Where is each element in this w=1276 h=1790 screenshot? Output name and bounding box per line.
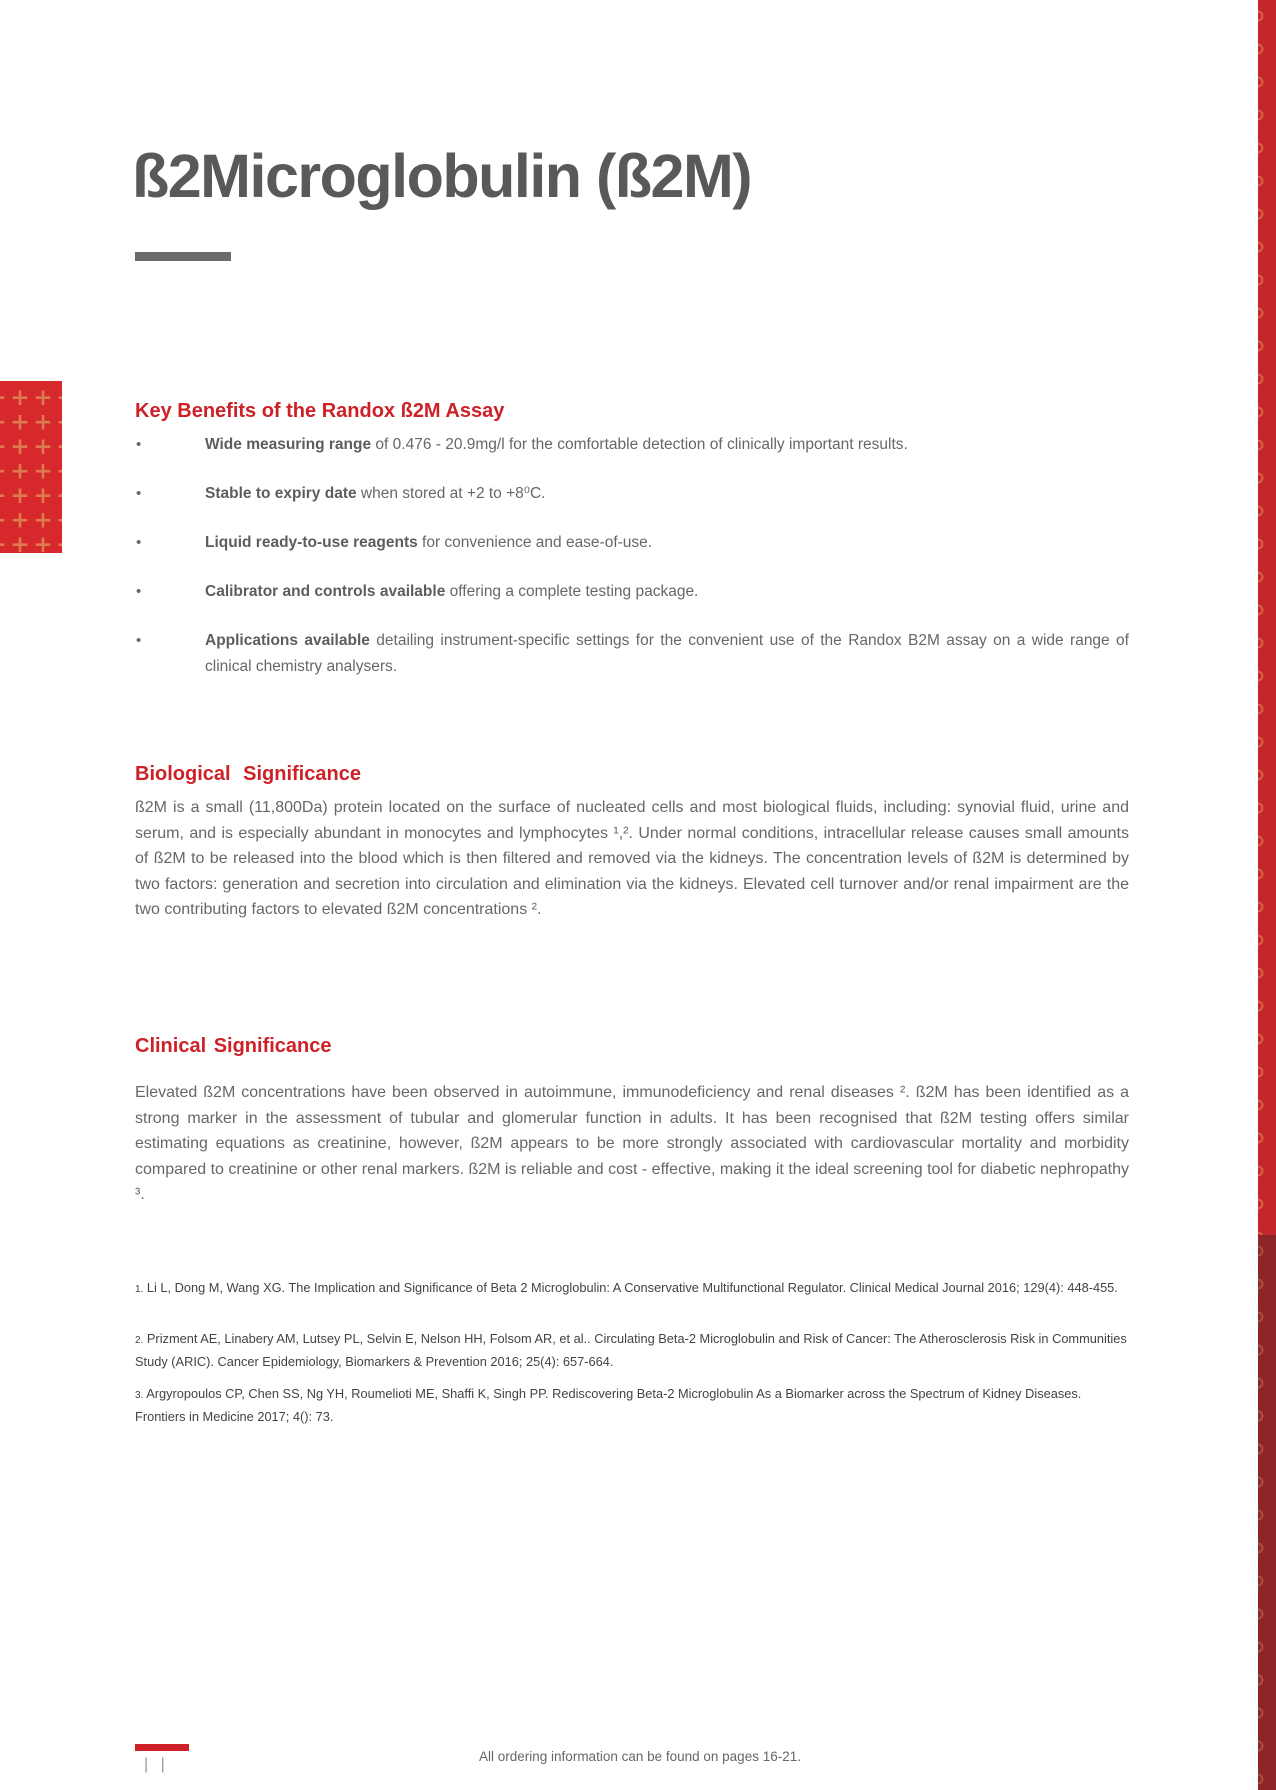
side-ring-bar-decoration bbox=[1258, 0, 1276, 1790]
bullet-text: when stored at +2 to +8⁰C. bbox=[356, 485, 546, 502]
list-item bbox=[135, 432, 1129, 458]
reference-number: 3. bbox=[135, 1389, 144, 1401]
bullet-icon: • bbox=[136, 534, 142, 551]
reference-text: Argyropoulos CP, Chen SS, Ng YH, Roumelioti ME, Shaffi K, Singh PP. Rediscovering Beta-2 Microglobulin As a Biomarker across the Spectrum of Kidney Diseases. Frontiers in Medicine 2017; 4(): 73. bbox=[135, 1385, 1082, 1424]
bullet-icon: • bbox=[136, 632, 142, 649]
page-title: ß2Microglobulin (ß2M) bbox=[132, 141, 752, 210]
bullet-bold-lead: Wide measuring range bbox=[205, 436, 372, 453]
reference-number: 2. bbox=[135, 1334, 144, 1346]
list-item bbox=[135, 579, 1129, 605]
reference-number: 1. bbox=[135, 1284, 144, 1295]
key-benefits-heading: Key Benefits of the Randox ß2M Assay bbox=[135, 399, 505, 422]
bullet-bold-lead: Applications available bbox=[205, 632, 370, 649]
side-bar-top-segment bbox=[1258, 0, 1276, 1235]
page-number: | | bbox=[144, 1756, 169, 1773]
reference-item bbox=[135, 1328, 1133, 1373]
references-section bbox=[135, 1277, 1133, 1428]
bullet-text: of 0.476 - 20.9mg/l for the comfortable detection of clinically important results. bbox=[371, 436, 908, 453]
list-item bbox=[135, 628, 1129, 680]
side-bar-bottom-segment bbox=[1258, 1235, 1276, 1790]
reference-text: Li L, Dong M, Wang XG. The Implication and Significance of Beta 2 Microglobulin: A Conservative Multifunctional Regulator. Clinical Medical Journal 2016; 129(4): 448-455. bbox=[143, 1280, 1118, 1295]
biological-significance-heading: Biological Significance bbox=[135, 762, 361, 785]
bullet-icon: • bbox=[136, 436, 142, 453]
bullet-text: offering a complete testing package. bbox=[445, 583, 699, 600]
bullet-bold-lead: Stable to expiry date bbox=[205, 485, 357, 502]
key-benefits-list bbox=[135, 432, 1129, 703]
plus-pattern-decoration-icon bbox=[0, 381, 62, 553]
bullet-text: for convenience and ease-of-use. bbox=[417, 534, 653, 551]
bullet-icon: • bbox=[136, 583, 142, 600]
bullet-icon: • bbox=[136, 485, 142, 502]
list-item bbox=[135, 481, 1129, 507]
clinical-significance-heading: Clinical Significance bbox=[135, 1034, 332, 1057]
bullet-bold-lead: Calibrator and controls available bbox=[205, 583, 446, 600]
footer-note: All ordering information can be found on pages 16-21. bbox=[479, 1749, 801, 1764]
reference-item bbox=[135, 1383, 1133, 1428]
reference-text: Prizment AE, Linabery AM, Lutsey PL, Selvin E, Nelson HH, Folsom AR, et al.. Circulating Beta-2 Microglobulin and Risk of Cancer: The Atherosclerosis Risk in Communities Study (ARIC). Cancer Epidemiology, Biomarkers & Prevention 2016; 25(4): 657-664. bbox=[135, 1330, 1127, 1369]
title-rule bbox=[135, 252, 231, 261]
bullet-text: detailing instrument-specific settings for the convenient use of the Randox B2M assay on a wide range of clinical chemistry analysers. bbox=[205, 632, 1129, 675]
biological-significance-paragraph: ß2M is a small (11,800Da) protein located on the surface of nucleated cells and most biological fluids, including: synovial fluid, urine and serum, and is especially abundant in monocytes and lymphocytes ¹,². Under normal conditions, intracellular release causes small amounts of ß2M to be released into the blood which is then filtered and removed via the kidneys. The concentration levels of ß2M is determined by two factors: generation and secretion into circulation and elimination via the kidneys. Elevated cell turnover and/or renal impairment are the two contributing factors to elevated ß2M concentrations ². bbox=[135, 799, 1129, 919]
bullet-bold-lead: Liquid ready-to-use reagents bbox=[205, 534, 418, 551]
clinical-significance-paragraph: Elevated ß2M concentrations have been observed in autoimmune, immunodeficiency and renal diseases ². ß2M has been identified as a strong marker in the assessment of tubular and glomerular function in adults. It has been recognised that ß2M testing offers similar estimating equations as creatinine, however, ß2M appears to be more strongly associated with cardiovascular mortality and morbidity compared to creatinine or other renal markers. ß2M is reliable and cost - effective, making it the ideal screening tool for diabetic nephropathy ³. bbox=[135, 1084, 1129, 1204]
list-item bbox=[135, 530, 1129, 556]
reference-item bbox=[135, 1277, 1133, 1301]
